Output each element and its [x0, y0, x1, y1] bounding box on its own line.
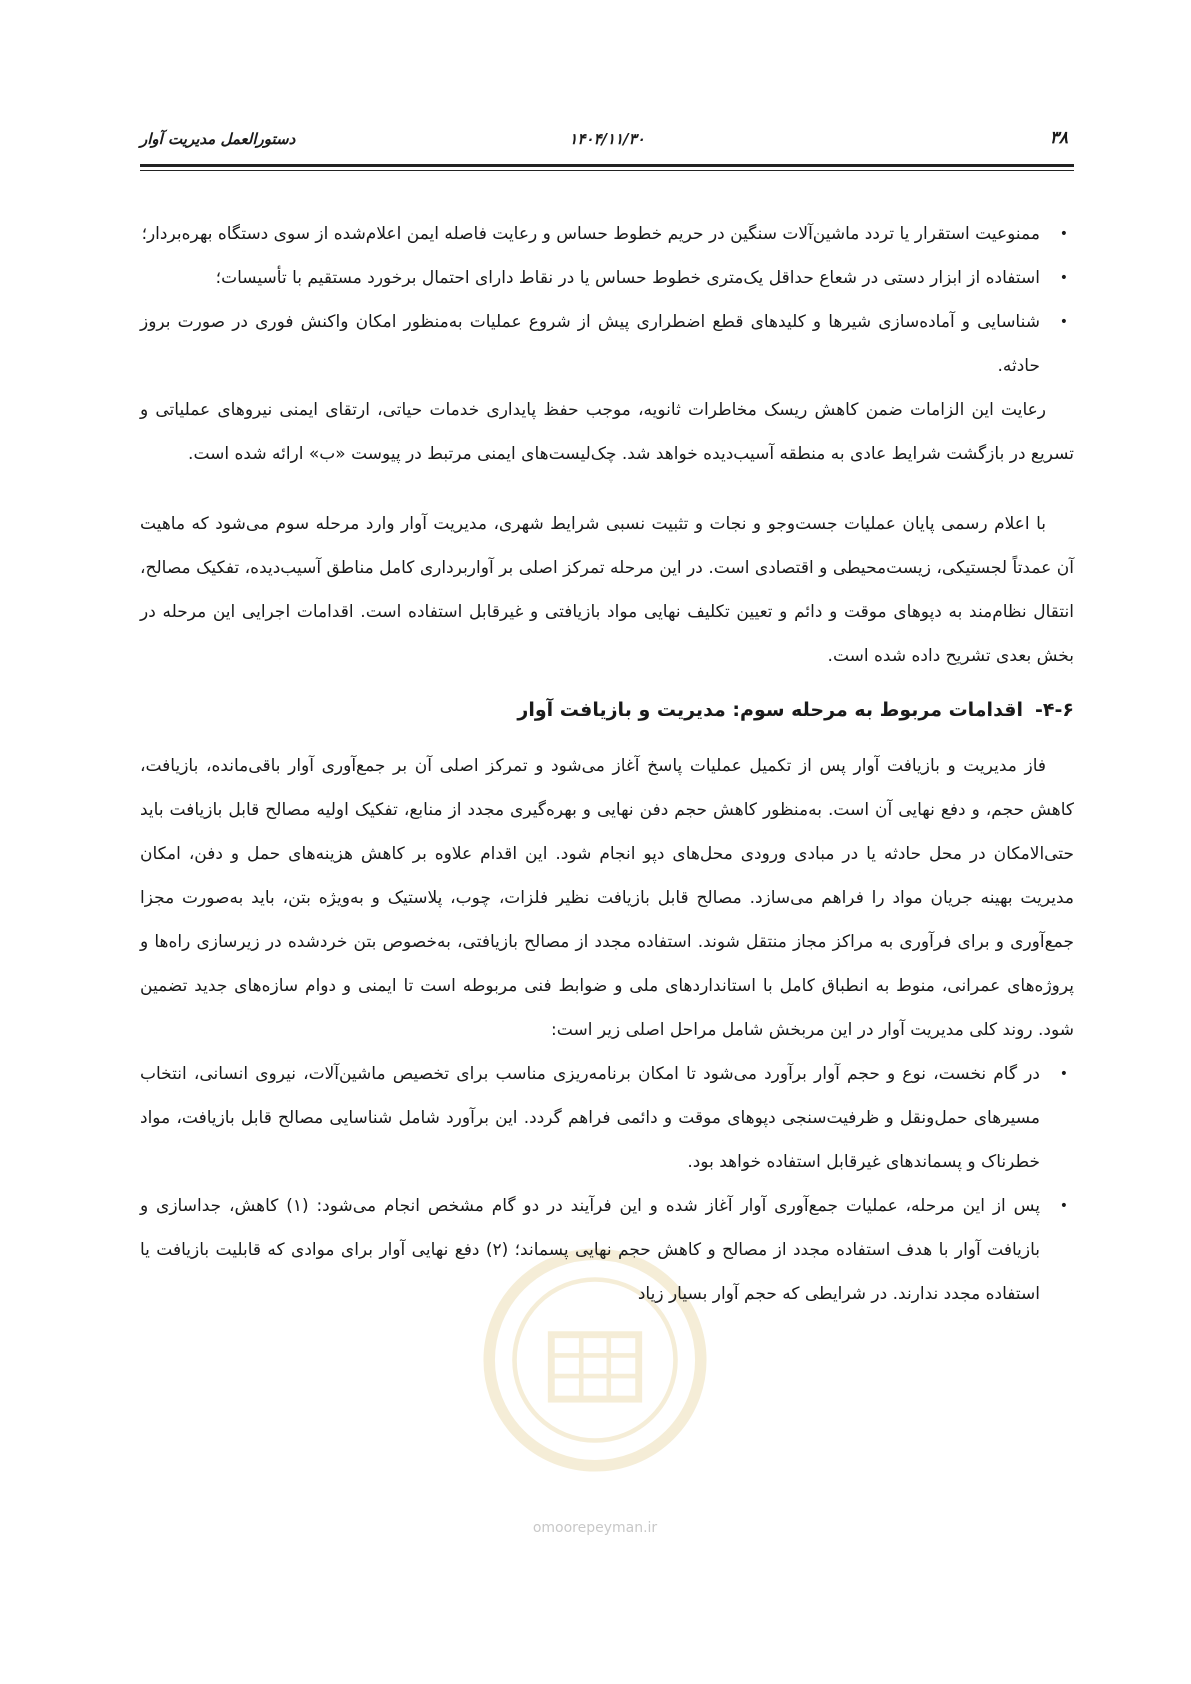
- bullet-icon: •: [1059, 226, 1068, 242]
- body-content: [140, 212, 1074, 1316]
- document-title: دستورالعمل مدیریت آوار: [140, 130, 296, 148]
- bullet-icon: •: [1059, 1066, 1068, 1082]
- page-header: [140, 122, 1074, 162]
- list-item-text: ممنوعیت استقرار یا تردد ماشین‌آلات سنگین در حریم خطوط حساس و رعایت فاصله ایمن اعلام‌شده از سوی دستگاه بهره‌بردار؛: [141, 224, 1040, 244]
- paragraph-phase-three-intro: با اعلام رسمی پایان عملیات جست‌وجو و نجات و تثبیت نسبی شرایط شهری، مدیریت آوار وارد مرحله سوم می‌شود که ماهیت آن عمدتاً لجستیکی، زیست‌محیطی و اقتصادی است. در این مرحله تمرکز اصلی بر آواربرداری کامل مناطق آسیب‌دیده، تفکیک مصالح، انتقال نظام‌مند به دپوهای موقت و دائم و تعیین تکلیف نهایی مواد بازیافتی و غیرقابل استفاده است. اقدامات اجرایی این مرحله در بخش بعدی تشریح داده شده است.: [140, 514, 1074, 666]
- list-item: [140, 1184, 1068, 1316]
- list-item: [140, 212, 1068, 256]
- list-item-text: شناسایی و آماده‌سازی شیرها و کلیدهای قطع اضطراری پیش از شروع عملیات به‌منظور امکان واکنش فوری در صورت بروز حادثه.: [140, 312, 1040, 376]
- bullet-icon: •: [1059, 1198, 1068, 1214]
- bullet-icon: •: [1059, 270, 1068, 286]
- header-rule-thick: [140, 164, 1074, 167]
- paragraph-safety-summary: رعایت این الزامات ضمن کاهش ریسک مخاطرات ثانویه، موجب حفظ پایداری خدمات حیاتی، ارتقای ایمنی نیروهای عملیاتی و تسریع در بازگشت شرایط عادی به منطقه آسیب‌دیده خواهد شد. چک‌لیست‌های ایمنی مرتبط در پیوست «ب» ارائه شده است.: [140, 400, 1074, 464]
- top-bullet-list: [140, 212, 1074, 388]
- page-number: ۳۸: [1049, 128, 1068, 148]
- section-title: اقدامات مربوط به مرحله سوم: مدیریت و بازیافت آوار: [517, 699, 1024, 721]
- paragraph-recycling-phase: فاز مدیریت و بازیافت آوار پس از تکمیل عملیات پاسخ آغاز می‌شود و تمرکز اصلی آن بر جمع‌آوری آوار باقی‌مانده، بازیافت، کاهش حجم، و دفع نهایی آن است. به‌منظور کاهش حجم دفن نهایی و بهره‌گیری مجدد از منابع، تفکیک اولیه مصالح قابل بازیافت باید حتی‌الامکان در محل حادثه یا در مبادی ورودی محل‌های دپو انجام شود. این اقدام علاوه بر کاهش هزینه‌های حمل و دفن، امکان مدیریت بهینه جریان مواد را فراهم می‌سازد. مصالح قابل بازیافت نظیر فلزات، چوب، پلاستیک و به‌ویژه بتن، باید به‌صورت مجزا جمع‌آوری و برای فرآوری به مراکز مجاز منتقل شوند. استفاده مجدد از مصالح بازیافتی، به‌خصوص بتن خردشده در زیرسازی راه‌ها و پروژه‌های عمرانی، منوط به انطباق کامل با استانداردهای ملی و ضوابط فنی مربوطه است تا ایمنی و دوام سازه‌های جدید تضمین شود. روند کلی مدیریت آوار در این مربخش شامل مراحل اصلی زیر است:: [140, 756, 1074, 1040]
- list-item-text: در گام نخست، نوع و حجم آوار برآورد می‌شود تا امکان برنامه‌ریزی مناسب برای تخصیص ماشین‌آلات، نیروی انسانی، انتخاب مسیرهای حمل‌ونقل و ظرفیت‌سنجی دپوهای موقت و دائمی فراهم گردد. این برآورد شامل شناسایی مصالح قابل بازیافت، مواد خطرناک و پسماندهای غیرقابل استفاده خواهد بود.: [140, 1064, 1040, 1172]
- bottom-bullet-list: [140, 1052, 1074, 1316]
- watermark-url: omoorepeyman.ir: [532, 1520, 658, 1536]
- header-rule-thin: [140, 170, 1074, 171]
- list-item: [140, 256, 1068, 300]
- bullet-icon: •: [1059, 314, 1068, 330]
- header-date: ۱۴۰۴/۱۱/۳۰: [569, 130, 645, 148]
- list-item-text: پس از این مرحله، عملیات جمع‌آوری آوار آغاز شده و این فرآیند در دو گام مشخص انجام می‌شود: (۱) کاهش، جداسازی و بازیافت آوار با هدف استفاده مجدد از مصالح و کاهش حجم نهایی پسماند؛ (۲) دفع نهایی آوار برای موادی که قابلیت بازیافت یا استفاده مجدد ندارند. در شرایطی که حجم آوار بسیار زیاد: [140, 1196, 1041, 1304]
- list-item-text: استفاده از ابزار دستی در شعاع حداقل یک‌متری خطوط حساس یا در نقاط دارای احتمال برخورد مستقیم با تأسیسات؛: [215, 268, 1040, 288]
- section-heading: [140, 688, 1074, 732]
- list-item: [140, 1052, 1068, 1184]
- section-number: ۴-۶-: [1035, 699, 1074, 721]
- list-item: [140, 300, 1068, 388]
